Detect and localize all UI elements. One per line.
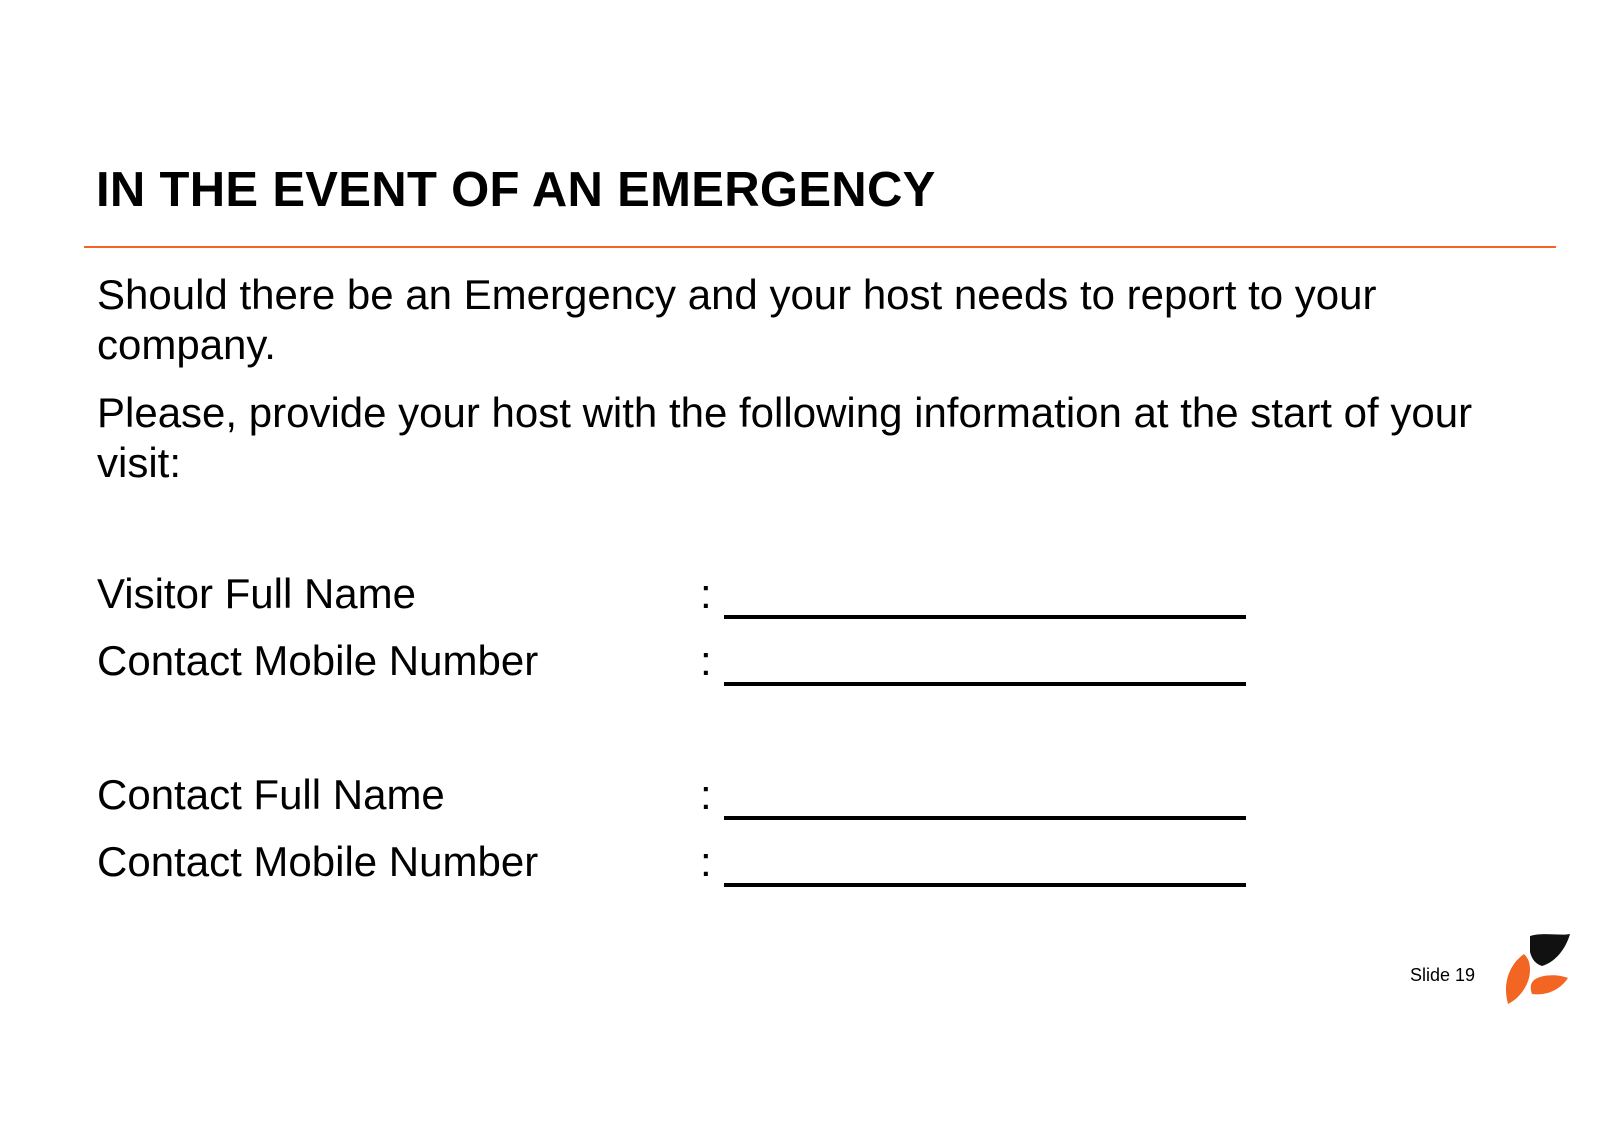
contact-mobile-blank-line[interactable] <box>724 883 1246 887</box>
field-colon: : <box>700 838 712 885</box>
field-label-contact-name: Contact Full Name <box>97 771 445 818</box>
title-divider <box>84 246 1556 248</box>
contact-name-blank-line[interactable] <box>724 816 1246 820</box>
visitor-name-blank-line[interactable] <box>724 615 1246 619</box>
field-colon: : <box>700 771 712 818</box>
form-row-contact-mobile <box>97 835 1257 889</box>
intro-paragraph: Should there be an Emergency and your host needs to report to your company. <box>97 271 1377 368</box>
form-row-contact-name <box>97 768 1257 822</box>
form-row-visitor-mobile <box>97 634 1257 688</box>
instruction-paragraph: Please, provide your host with the following information at the start of your visit: <box>97 389 1473 486</box>
slide-number: Slide 19 <box>1410 965 1476 985</box>
company-leaf-logo-icon <box>1502 934 1572 1008</box>
field-colon: : <box>700 637 712 684</box>
form-row-visitor-name <box>97 567 1257 621</box>
field-label-visitor-mobile: Contact Mobile Number <box>97 637 539 684</box>
field-colon: : <box>700 570 712 617</box>
field-label-visitor-name: Visitor Full Name <box>97 570 416 617</box>
slide-title: IN THE EVENT OF AN EMERGENCY <box>96 163 936 217</box>
field-label-contact-mobile: Contact Mobile Number <box>97 838 539 885</box>
visitor-mobile-blank-line[interactable] <box>724 682 1246 686</box>
